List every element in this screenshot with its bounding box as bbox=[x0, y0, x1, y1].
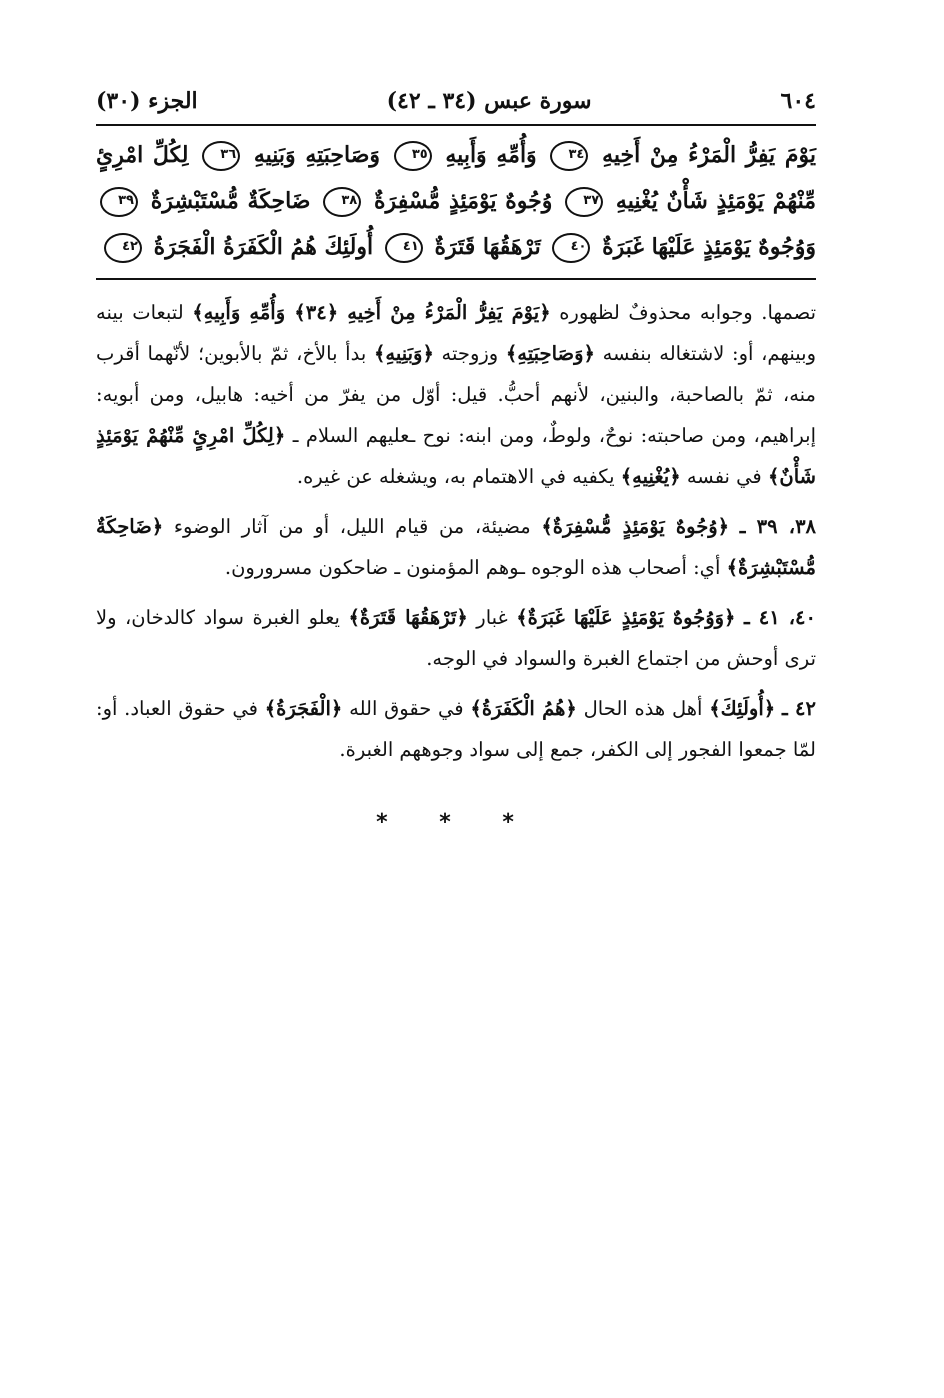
ayah-number-marker: ٣٨ bbox=[323, 187, 361, 217]
ayah-37: لِكُلِّ امْرِئٍ مِّنْهُمْ يَوْمَئِذٍ شَأْنٌ يُغْنِيهِ bbox=[96, 142, 816, 214]
ayah-39: ضَاحِكَةٌ مُّسْتَبْشِرَةٌ bbox=[150, 188, 311, 214]
commentary-text: مضيئة، من قيام الليل، أو من آثار الوضوء bbox=[173, 515, 531, 538]
verses-rule bbox=[96, 278, 816, 280]
commentary-text: في حقوق العباد. أو: لمّا جمعوا الفجور إلى الكفر، جمع إلى سواد وجوههم الغبرة. bbox=[96, 697, 816, 761]
ayah-41: تَرْهَقُهَا قَتَرَةٌ bbox=[434, 234, 541, 260]
quoted-verse: ﴿الْفَجَرَةُ﴾ bbox=[264, 697, 343, 720]
ayah-number-marker: ٤٠ bbox=[552, 233, 590, 263]
surah-title: سورة عبس (٣٤ ـ ٤٢) bbox=[386, 88, 592, 114]
commentary-text: بدأ بالأخ، ثمّ بالأبوين؛ لأنّهما أقرب منه، ثمّ بالصاحبة، والبنين، لأنهم أحبُّ. قيل: أوّل من يفرّ من أخيه: هابيل، ومن أبويه: إبراهيم، ومن صاحبته: نوحٌ، ولوطٌ، ومن ابنه: نوح ـعليهم السلام ـ bbox=[96, 342, 816, 447]
commentary-text: أي: أصحاب هذه الوجوه ـوهم المؤمنون ـ ضاحكون مسرورون. bbox=[224, 556, 721, 579]
commentary-text: يكفيه في الاهتمام به، ويشغله عن غيره. bbox=[296, 465, 615, 488]
commentary-text: غبار bbox=[476, 606, 508, 629]
quoted-verse: ﴿لِكُلِّ امْرِئٍ مِّنْهُمْ يَوْمَئِذٍ شَأْنٌ﴾ bbox=[96, 424, 816, 488]
commentary-text: في نفسه bbox=[686, 465, 762, 488]
quoted-verse: ﴿ضَاحِكَةٌ مُّسْتَبْشِرَةٌ﴾ bbox=[96, 515, 816, 579]
book-page bbox=[96, 88, 816, 835]
commentary-text: وزوجته bbox=[441, 342, 499, 365]
ayah-36: وَصَاحِبَتِهِ وَبَنِيهِ bbox=[253, 142, 381, 168]
ayah-34: يَوْمَ يَفِرُّ الْمَرْءُ مِنْ أَخِيهِ bbox=[602, 142, 816, 168]
verse-range-label: ٤٠، ٤١ ـ bbox=[743, 606, 816, 629]
ayah-number-marker: ٣٩ bbox=[100, 187, 138, 217]
quoted-verse: ﴿تَرْهَقُهَا قَتَرَةٌ﴾ bbox=[348, 606, 468, 629]
commentary-paragraph-1 bbox=[96, 292, 816, 497]
commentary-text: يعلو الغبرة سواد كالدخان، ولا ترى أوحش من اجتماع الغبرة والسواد في الوجه. bbox=[96, 606, 816, 670]
ayah-40: وَوُجُوهٌ يَوْمَئِذٍ عَلَيْهَا غَبَرَةٌ bbox=[602, 234, 816, 260]
verse-range-label: ٣٨، ٣٩ ـ bbox=[739, 515, 817, 538]
quoted-verse: ﴿وُجُوهٌ يَوْمَئِذٍ مُّسْفِرَةٌ﴾ bbox=[541, 515, 730, 538]
ayah-42: أُولَئِكَ هُمُ الْكَفَرَةُ الْفَجَرَةُ bbox=[153, 234, 374, 260]
commentary-paragraph-3 bbox=[96, 597, 816, 679]
commentary-text: لتبعات بينه وبينهم، أو: لاشتغاله بنفسه bbox=[96, 301, 816, 365]
commentary-paragraph-2 bbox=[96, 506, 816, 588]
quoted-verse: ﴿يَوْمَ يَفِرُّ الْمَرْءُ مِنْ أَخِيهِ ﴿٣٤﴾ وَأُمِّهِ وَأَبِيهِ﴾ bbox=[192, 301, 551, 324]
commentary-text: في حقوق الله bbox=[349, 697, 464, 720]
quoted-verse: ﴿أُولَئِكَ﴾ bbox=[709, 697, 776, 720]
commentary-text: تصمها. وجوابه محذوفٌ لظهوره bbox=[559, 301, 817, 324]
commentary-paragraph-4 bbox=[96, 688, 816, 770]
ayah-35: وَأُمِّهِ وَأَبِيهِ bbox=[445, 142, 537, 168]
commentary bbox=[96, 292, 816, 770]
juz-label: الجزء (٣٠) bbox=[96, 88, 198, 114]
ayah-number-marker: ٣٤ bbox=[550, 141, 588, 171]
ayah-number-marker: ٤١ bbox=[385, 233, 423, 263]
page-number: ٦٠٤ bbox=[780, 88, 816, 114]
section-separator: * * * bbox=[376, 810, 536, 835]
quoted-verse: ﴿هُمُ الْكَفَرَةُ﴾ bbox=[470, 697, 577, 720]
quoted-verse: ﴿يُغْنِيهِ﴾ bbox=[620, 465, 681, 488]
ayah-number-marker: ٣٦ bbox=[202, 141, 240, 171]
quran-verses bbox=[96, 132, 816, 270]
page-header bbox=[96, 88, 816, 122]
ayah-number-marker: ٣٧ bbox=[565, 187, 603, 217]
header-rule bbox=[96, 124, 816, 126]
quoted-verse: ﴿وَبَنِيهِ﴾ bbox=[373, 342, 434, 365]
verse-range-label: ٤٢ ـ bbox=[781, 697, 816, 720]
quoted-verse: ﴿وَوُجُوهٌ يَوْمَئِذٍ عَلَيْهَا غَبَرَةٌ﴾ bbox=[516, 606, 736, 629]
quoted-verse: ﴿وَصَاحِبَتِهِ﴾ bbox=[505, 342, 595, 365]
commentary-text: أهل هذه الحال bbox=[583, 697, 703, 720]
ayah-38: وُجُوهٌ يَوْمَئِذٍ مُّسْفِرَةٌ bbox=[374, 188, 553, 214]
ayah-number-marker: ٣٥ bbox=[394, 141, 432, 171]
ayah-number-marker: ٤٢ bbox=[104, 233, 142, 263]
